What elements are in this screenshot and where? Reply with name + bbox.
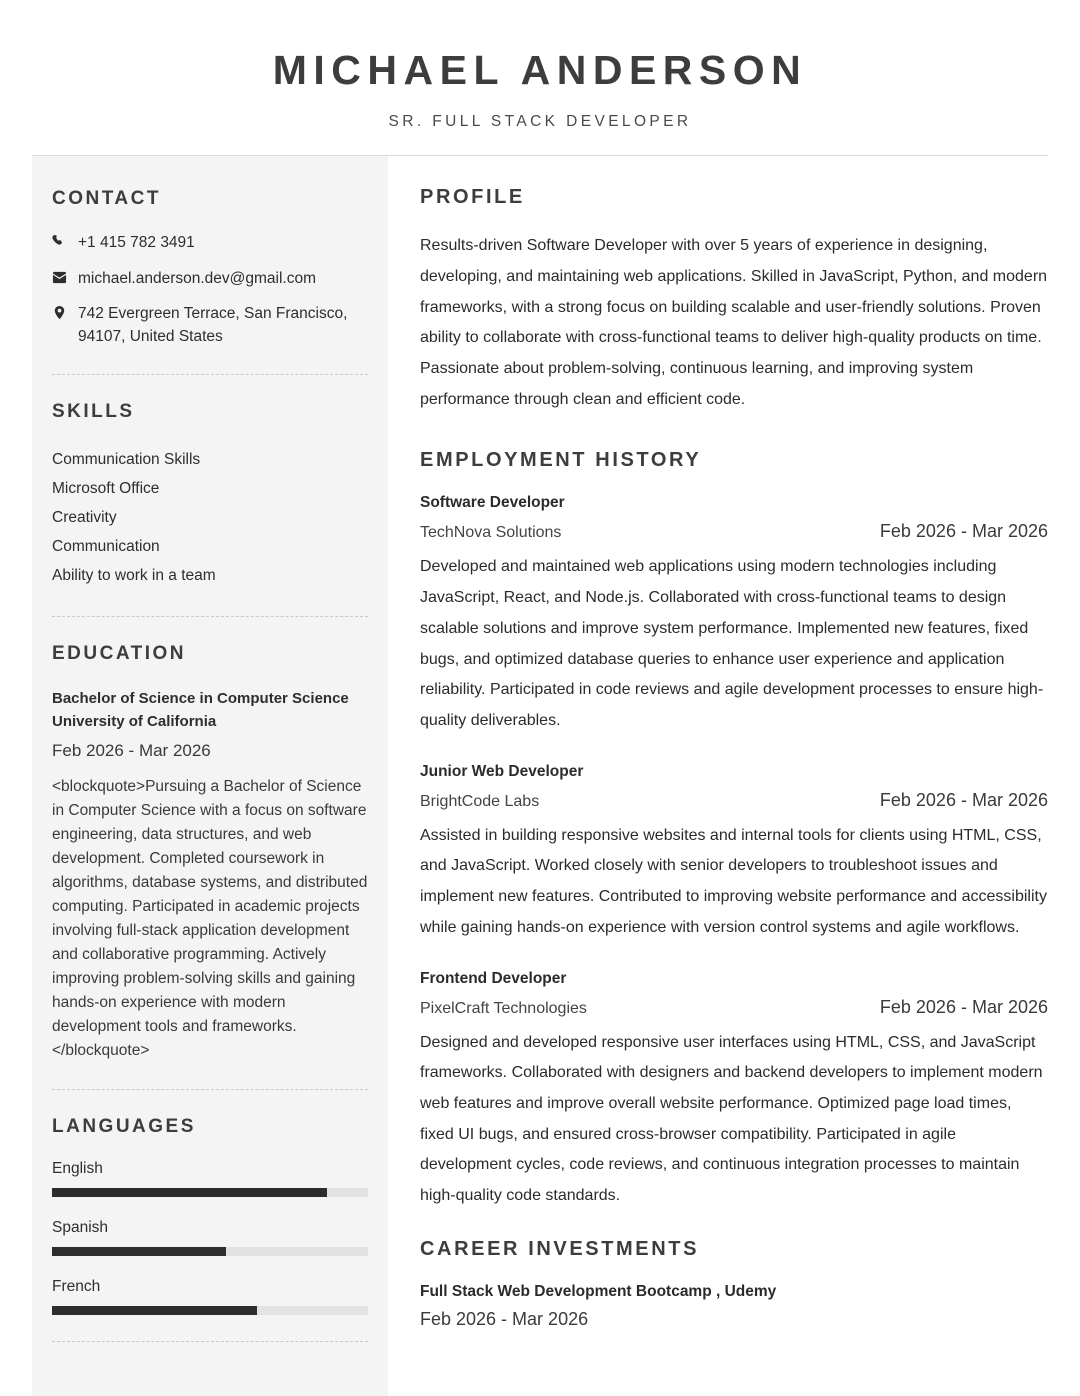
career-investment-entry: [420, 1283, 1048, 1330]
job-dates: Feb 2026 - Mar 2026: [879, 521, 1048, 542]
contact-email-value: michael.anderson.dev@gmail.com: [78, 269, 317, 287]
profile-heading: PROFILE: [420, 186, 525, 209]
employment-entry: [420, 763, 1048, 944]
contact-list: [52, 232, 368, 348]
page-title: MICHAEL ANDERSON: [272, 47, 808, 93]
career-investment-date: Feb 2026 - Mar 2026: [420, 1308, 589, 1329]
envelope-icon: [52, 268, 78, 285]
language-level-bar: [52, 1306, 368, 1315]
sidebar-section-education: [52, 643, 368, 1062]
education-degree: Bachelor of Science in Computer Science: [52, 690, 349, 708]
resume-header: [0, 0, 1080, 156]
list-item: Communication Skills: [52, 450, 201, 468]
job-role: Software Developer: [420, 494, 565, 512]
job-role: Junior Web Developer: [420, 762, 584, 780]
language-level-fill: [52, 1188, 327, 1197]
language-level-fill: [52, 1247, 226, 1256]
job-company: TechNova Solutions: [420, 524, 562, 542]
sidebar-divider-4: [52, 1341, 368, 1342]
employment-heading: EMPLOYMENT HISTORY: [420, 449, 702, 472]
language-level-bar: [52, 1188, 368, 1197]
resume-body: [0, 156, 1080, 1396]
contact-item-email[interactable]: [52, 268, 368, 290]
section-profile: [420, 186, 1048, 415]
sidebar-section-contact: [52, 188, 368, 348]
employment-entry: [420, 970, 1048, 1212]
contact-phone-value: +1 415 782 3491: [78, 234, 195, 252]
education-date: Feb 2026 - Mar 2026: [52, 740, 211, 760]
map-pin-icon: [52, 303, 78, 320]
education-school: University of California: [52, 713, 217, 731]
list-item: Ability to work in a team: [52, 567, 216, 585]
language-item-spanish: [52, 1219, 368, 1256]
phone-icon: [52, 232, 78, 249]
header-job-title: SR. FULL STACK DEVELOPER: [388, 113, 692, 131]
language-label: Spanish: [52, 1218, 109, 1236]
education-description: <blockquote>Pursuing a Bachelor of Science in Computer Science with a focus on software engineering, data structures, and web development. Completed coursework in algorithms, database systems, and distributed computing. Participated in academic projects involving full-stack application development and collaborative programming. Actively improving problem-solving skills and gaining hands-on experience with modern development tools and frameworks.</blockquote>: [52, 777, 368, 1059]
job-meta: [420, 521, 1048, 542]
job-dates: Feb 2026 - Mar 2026: [879, 789, 1048, 810]
job-description: Assisted in building responsive websites and internal tools for clients using HTML, CSS, and JavaScript. Worked closely with senior developers to troubleshoot issues and implement new features. Contributed to improving website performance and accessibility while gaining hands-on experience with version control systems and agile workflows.: [420, 826, 1047, 936]
section-employment-history: [420, 449, 1048, 1212]
sidebar-section-languages: [52, 1116, 368, 1315]
list-item: Communication: [52, 538, 160, 556]
skills-heading: SKILLS: [52, 400, 135, 422]
sidebar-divider-2: [52, 616, 368, 617]
job-meta: [420, 997, 1048, 1018]
contact-item-address[interactable]: [52, 303, 368, 348]
education-heading: EDUCATION: [52, 643, 187, 665]
career-investments-heading: CAREER INVESTMENTS: [420, 1237, 700, 1260]
employment-entry: [420, 494, 1048, 736]
job-description: Designed and developed responsive user interfaces using HTML, CSS, and JavaScript frameworks. Collaborated with designers and backend developers to implement modern web features and improve overall website performance. Optimized page load times, fixed UI bugs, and ensured cross-browser compatibility. Participated in agile development cycles, code reviews, and continuous integration processes to maintain high-quality code standards.: [420, 1033, 1043, 1205]
job-dates: Feb 2026 - Mar 2026: [879, 996, 1048, 1017]
main-column: [388, 156, 1048, 1396]
languages-heading: LANGUAGES: [52, 1115, 196, 1137]
language-level-fill: [52, 1306, 257, 1315]
contact-item-phone[interactable]: [52, 232, 368, 254]
job-role: Frontend Developer: [420, 969, 567, 987]
job-meta: [420, 790, 1048, 811]
job-company: BrightCode Labs: [420, 792, 540, 810]
job-company: PixelCraft Technologies: [420, 999, 587, 1017]
career-investment-title: Full Stack Web Development Bootcamp , Udemy: [420, 1282, 777, 1300]
language-label: English: [52, 1159, 103, 1177]
list-item: Microsoft Office: [52, 480, 160, 498]
language-label: French: [52, 1277, 101, 1295]
list-item: Creativity: [52, 509, 117, 527]
sidebar-divider-3: [52, 1089, 368, 1090]
contact-address-value: 742 Evergreen Terrace, San Francisco, 94107, United States: [78, 305, 348, 345]
language-item-french: [52, 1278, 368, 1315]
profile-text: Results-driven Software Developer with over 5 years of experience in designing, developing, and maintaining web applications. Skilled in JavaScript, Python, and modern frameworks, with a strong focus on building scalable and user-friendly solutions. Proven ability to collaborate with cross-functional teams to deliver high-quality products on time. Passionate about problem-solving, continuous learning, and improving system performance through clean and efficient code.: [420, 237, 1048, 408]
skills-list: [52, 445, 368, 590]
language-item-english: [52, 1160, 368, 1197]
contact-heading: CONTACT: [52, 188, 161, 210]
section-career-investments: [420, 1238, 1048, 1330]
sidebar-divider-1: [52, 374, 368, 375]
sidebar: [32, 156, 388, 1396]
language-level-bar: [52, 1247, 368, 1256]
job-description: Developed and maintained web applications using modern technologies including JavaScript, React, and Node.js. Collaborated with cross-functional teams to design scalable solutions and improve system performance. Implemented new features, fixed bugs, and optimized database queries to enhance user experience and application reliability. Participated in code reviews and agile development processes to ensure high-quality deliverables.: [420, 558, 1044, 729]
sidebar-section-skills: [52, 401, 368, 590]
